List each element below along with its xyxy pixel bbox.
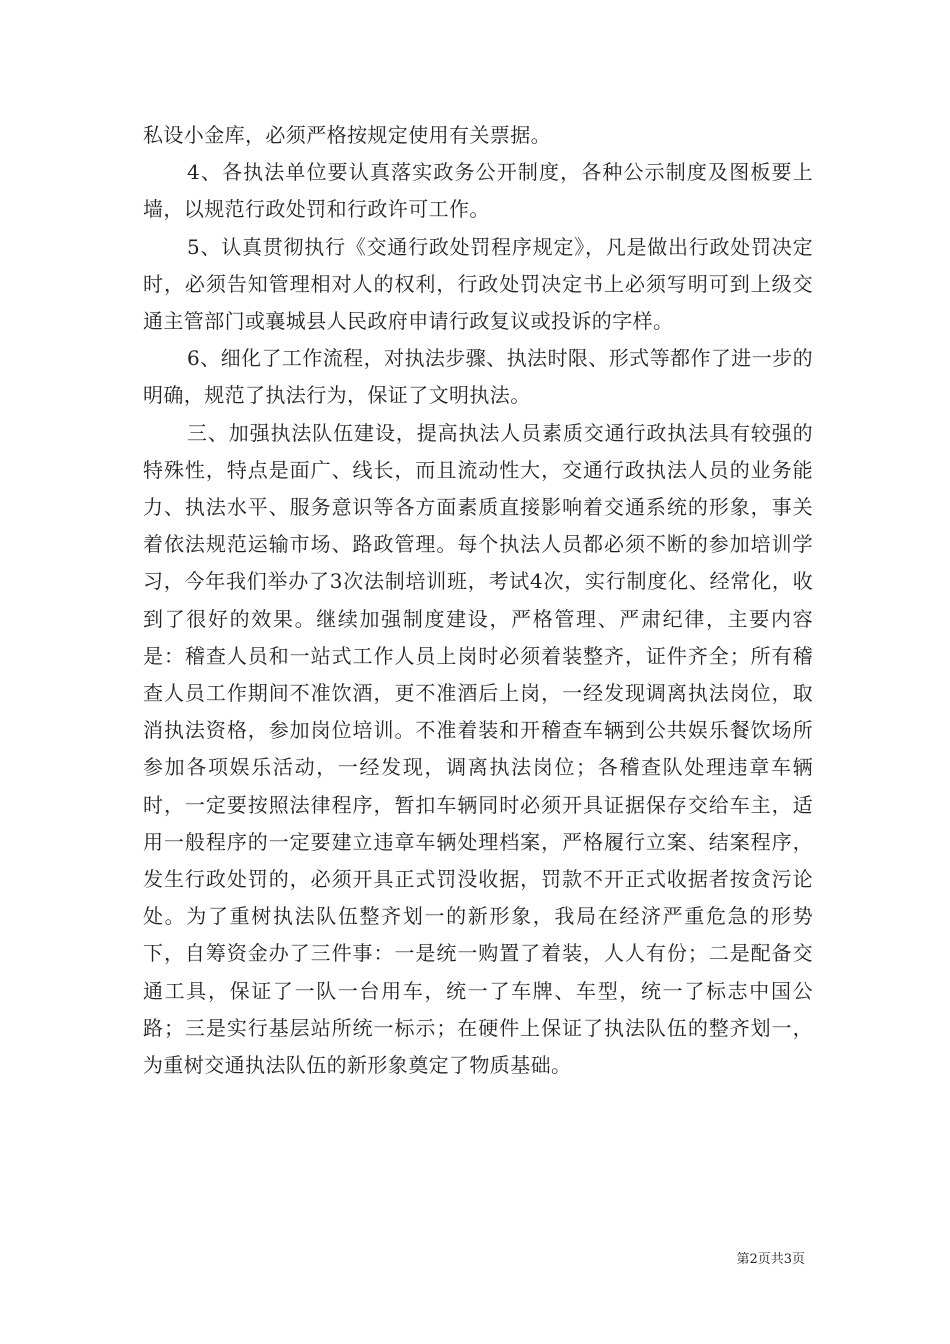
paragraph-section-3: 三、加强执法队伍建设，提高执法人员素质交通行政执法具有较强的特殊性，特点是面广、线长，而且流动性大，交通行政执法人员的业务能力、执法水平、服务意识等各方面素质直接影响着交通系统的形象，事关着依法规范运输市场、路政管理。每个执法人员都必须不断的参加培训学习，今年我们举办了3次法制培训班，考试4次，实行制度化、经常化，收到了很好的效果。继续加强制度建设，严格管理、严肃纪律，主要内容是：稽查人员和一站式工作人员上岗时必须着装整齐，证件齐全；所有稽查人员工作期间不准饮酒，更不准酒后上岗，一经发现调离执法岗位，取消执法资格，参加岗位培训。不准着装和开稽查车辆到公共娱乐餐饮场所参加各项娱乐活动，一经发现，调离执法岗位；各稽查队处理违章车辆时，一定要按照法律程序，暂扣车辆同时必须开具证据保存交给车主，适用一般程序的一定要建立违章车辆处理档案，严格履行立案、结案程序，发生行政处罚的，必须开具正式罚没收据，罚款不开正式收据者按贪污论处。为了重树执法队伍整齐划一的新形象，我局在经济严重危急的形势下，自筹资金办了三件事：一是统一购置了着装，人人有份；二是配备交通工具，保证了一队一台用车，统一了车牌、车型，统一了标志中国公路；三是实行基层站所统一标示；在硬件上保证了执法队伍的整齐划一，为重树交通执法队伍的新形象奠定了物质基础。	[143, 420, 813, 1078]
paragraph-item-5: 5、认真贯彻执行《交通行政处罚程序规定》，凡是做出行政处罚决定时，必须告知管理相对人的权利，行政处罚决定书上必须写明可到上级交通主管部门或襄城县人民政府申请行政复议或投诉的字样。	[143, 234, 813, 334]
page-number: 第2页共3页	[736, 1252, 805, 1267]
paragraph-continuation: 私设小金库，必须严格按规定使用有关票据。	[143, 123, 551, 147]
paragraph-item-6: 6、细化了工作流程，对执法步骤、执法时限、形式等都作了进一步的明确，规范了执法行为，保证了文明执法。	[143, 346, 813, 408]
body-text	[143, 117, 813, 1084]
paragraph-item-4: 4、各执法单位要认真落实政务公开制度，各种公示制度及图板要上墙，以规范行政处罚和行政许可工作。	[143, 160, 813, 222]
